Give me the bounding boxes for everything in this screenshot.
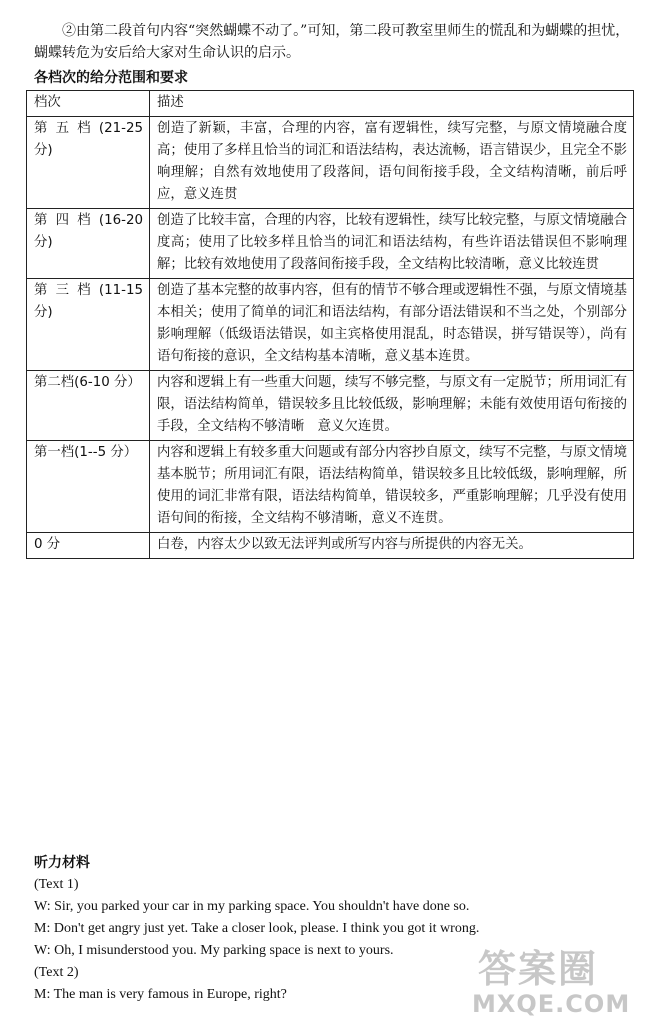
listening-line: M: Don't get angry just yet. Take a closer look, please. I think you got it wrong. [34,921,480,936]
description-cell: 内容和逻辑上有一些重大问题，续写不够完整，与原文有一定脱节；所用词汇有限，语法结构简单，错误较多且比较低级，影响理解；未能有效使用语句衔接的手段，全文结构不够清晰 意义欠连贯。 [150,371,634,441]
listening-line: W: Oh, I misunderstood you. My parking space is next to yours. [34,943,394,958]
grade-cell: 第一档(1--5 分） [27,441,150,533]
description-cell: 创造了比较丰富，合理的内容，比较有逻辑性，续写比较完整，与原文情境融合度高；使用了比较多样且恰当的词汇和语法结构，有些许语法错误但不影响理解；比较有效地使用了段落间衔接手段，全文结构比较清晰，意义比较连贯 [150,209,634,279]
scoring-rubric-table [26,90,634,559]
grade-cell: 第二档(6-10 分） [27,371,150,441]
watermark-sub-text: MXQE.COM [472,990,631,1018]
grade-cell: 0 分 [27,533,150,559]
description-cell: 白卷，内容太少以致无法评判或所写内容与所提供的内容无关。 [150,533,634,559]
listening-line: M: The man is very famous in Europe, right? [34,987,287,1002]
grade-cell: 第 五 档 (21-25 分) [27,117,150,209]
table-header-row [27,91,634,117]
description-cell: 内容和逻辑上有较多重大问题或有部分内容抄自原文，续写不完整，与原文情境基本脱节；所用词汇有限，语法结构简单，错误较多且比较低级，影响理解，所使用的词汇非常有限，语法结构简单，错误较多，严重影响理解；几乎没有使用语句间的衔接，全文结构不够清晰，意义不连贯。 [150,441,634,533]
header-description: 描述 [150,91,634,117]
table-row [27,533,634,559]
grade-cell: 第 四 档 (16-20 分) [27,209,150,279]
header-grade: 档次 [27,91,150,117]
table-row [27,117,634,209]
description-cell: 创造了基本完整的故事内容，但有的情节不够合理或逻辑性不强，与原文情境基本相关；使用了简单的词汇和语法结构，有部分语法错误和不当之处，个别部分影响理解（低级语法错误，如主宾格使用混乱，时态错误，拼写错误等），尚有语句衔接的意识，全文结构基本清晰，意义基本连贯。 [150,279,634,371]
grade-cell: 第 三 档 (11-15 分) [27,279,150,371]
listening-line: (Text 1) [34,877,79,892]
listening-line: W: Sir, you parked your car in my parking space. You shouldn't have done so. [34,899,470,914]
section-title: 各档次的给分范围和要求 [34,70,188,86]
table-row [27,441,634,533]
table-row [27,209,634,279]
watermark-main-text: 答案圈 [478,947,599,991]
listening-title: 听力材料 [34,855,90,871]
intro-paragraph: ②由第二段首句内容“突然蝴蝶不动了。”可知，第二段可教室里师生的慌乱和为蝴蝶的担忧，蝴蝶转危为安后给大家对生命认识的启示。 [34,23,630,61]
table-row [27,371,634,441]
table-row [27,279,634,371]
watermark-logo [472,938,642,1022]
listening-line: (Text 2) [34,965,79,980]
description-cell: 创造了新颖，丰富，合理的内容，富有逻辑性，续写完整，与原文情境融合度高；使用了多样且恰当的词汇和语法结构，表达流畅，语言错误少，且完全不影响理解；自然有效地使用了段落间，语句间衔接手段，全文结构清晰，前后呼应，意义连贯 [150,117,634,209]
